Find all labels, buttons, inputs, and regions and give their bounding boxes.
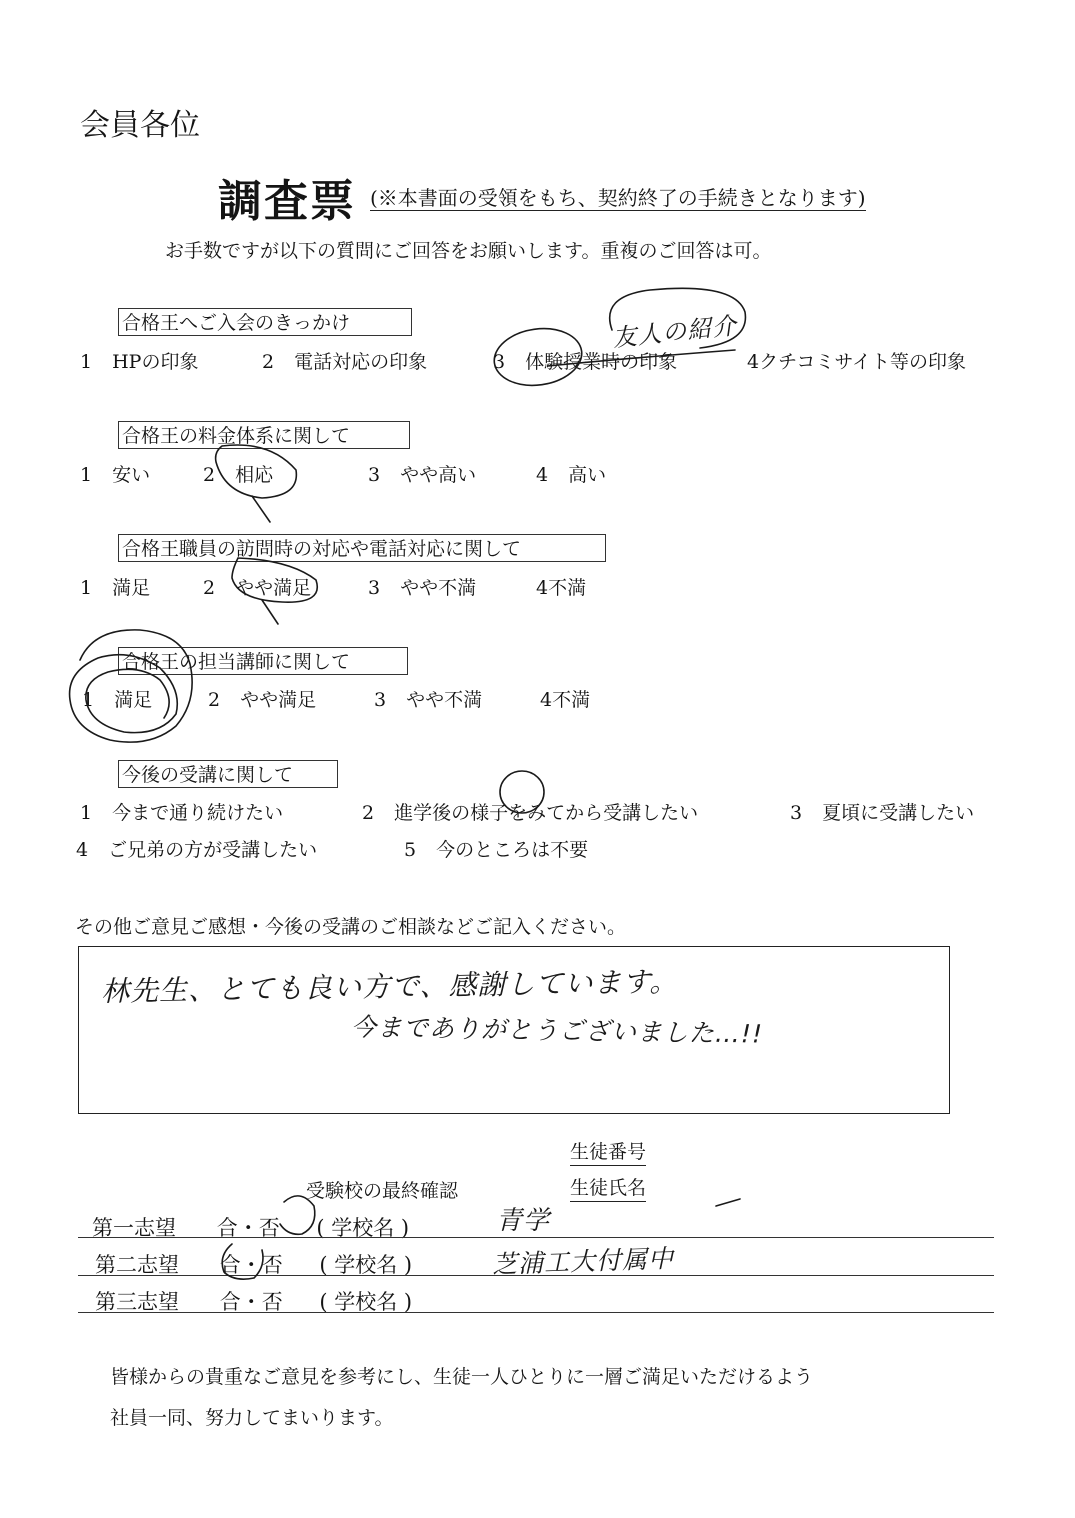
q4-option-2[interactable]: 2 やや満足 bbox=[208, 689, 317, 711]
q1-option-1[interactable]: 1 HPの印象 bbox=[80, 351, 199, 373]
intro-text: お手数ですが以下の質問にご回答をお願いします。重複のご回答は可。 bbox=[165, 240, 772, 262]
exam-row-3-fail[interactable]: 否 bbox=[261, 1290, 283, 1314]
q5-option-3[interactable]: 3 夏頃に受講したい bbox=[790, 802, 975, 824]
q2-option-2[interactable]: 2 相応 bbox=[203, 464, 274, 486]
q4-scribble-mark bbox=[70, 630, 193, 742]
q4-option-1[interactable]: 1 満足 bbox=[82, 689, 153, 711]
q5-option-4[interactable]: 4 ご兄弟の方が受講したい bbox=[76, 839, 318, 861]
q3-option-4[interactable]: 4不満 bbox=[536, 577, 587, 599]
q3-option-2[interactable]: 2 やや満足 bbox=[203, 577, 312, 599]
question-3-label: 合格王職員の訪問時の対応や電話対応に関して bbox=[118, 534, 606, 562]
q5-option-5[interactable]: 5 今のところは不要 bbox=[404, 839, 589, 861]
student-name-label: 生徒氏名 bbox=[570, 1175, 646, 1202]
exam-row-2-fail[interactable]: 否 bbox=[261, 1253, 283, 1277]
q1-handwritten-note: 友人の紹介 bbox=[611, 311, 739, 353]
exam-row-1-pass[interactable]: 合 bbox=[216, 1216, 238, 1240]
exam-row-3-sep: ・ bbox=[240, 1290, 262, 1314]
exam-row-2-pass[interactable]: 合 bbox=[219, 1253, 241, 1277]
q2-option-3[interactable]: 3 やや高い bbox=[368, 464, 477, 486]
q4-option-3[interactable]: 3 やや不満 bbox=[374, 689, 483, 711]
q2-option-4[interactable]: 4 高い bbox=[536, 464, 607, 486]
exam-row-1-school-label: ( 学校名 ) bbox=[316, 1216, 410, 1240]
question-4-label: 合格王の担当講師に関して bbox=[118, 647, 408, 675]
student-number-label: 生徒番号 bbox=[570, 1139, 646, 1166]
q3-option-3[interactable]: 3 やや不満 bbox=[368, 577, 477, 599]
q1-option-2[interactable]: 2 電話対応の印象 bbox=[262, 351, 428, 373]
q1-option-4[interactable]: 4クチコミサイト等の印象 bbox=[747, 351, 967, 373]
exam-row-2-label: 第二志望 bbox=[95, 1253, 179, 1277]
exam-row-1-sep: ・ bbox=[237, 1216, 259, 1240]
exam-row-1-school: 青学 bbox=[496, 1206, 551, 1236]
q1-strike-mark bbox=[548, 350, 735, 366]
exam-heading: 受験校の最終確認 bbox=[306, 1180, 459, 1202]
q5-circle-mark bbox=[500, 771, 544, 813]
exam-row-2-school: 芝浦工大付属中 bbox=[491, 1243, 675, 1280]
q1-note-circle-mark bbox=[610, 288, 746, 348]
closing-line-1: 皆様からの貴重なご意見を参考にし、生徒一人ひとりに一層ご満足いただけるよう bbox=[110, 1366, 814, 1388]
question-5-label: 今後の受講に関して bbox=[118, 760, 338, 788]
question-1-label: 合格王へご入会のきっかけ bbox=[118, 308, 412, 336]
exam-row-3-label: 第三志望 bbox=[95, 1290, 179, 1314]
q5-option-2[interactable]: 2 進学後の様子をみてから受講したい bbox=[362, 802, 699, 824]
q2-circle-mark bbox=[216, 445, 297, 522]
exam-row-2-sep: ・ bbox=[240, 1253, 262, 1277]
q3-circle-mark bbox=[232, 558, 317, 624]
comment-label: その他ご意見ご感想・今後の受講のご相談などご記入ください。 bbox=[75, 916, 627, 938]
exam-row-2-circle-mark bbox=[219, 1244, 263, 1279]
q4-option-4[interactable]: 4不満 bbox=[540, 689, 591, 711]
q3-option-1[interactable]: 1 満足 bbox=[80, 577, 151, 599]
q1-circle-mark bbox=[491, 323, 586, 391]
title-note: (※本書面の受領をもち、契約終了の手続きとなります) bbox=[370, 186, 866, 210]
exam-row-3-pass[interactable]: 合 bbox=[219, 1290, 241, 1314]
q1-option-3[interactable]: 3 体験授業時の印象 bbox=[493, 351, 678, 373]
comment-line-2: 今までありがとうございました…!! bbox=[350, 1012, 764, 1049]
q5-option-1[interactable]: 1 今まで通り続けたい bbox=[80, 802, 284, 824]
exam-row-3-school-label: ( 学校名 ) bbox=[319, 1290, 413, 1314]
stray-mark bbox=[716, 1199, 740, 1206]
comment-line-1: 林先生、とても良い方で、感謝しています。 bbox=[100, 964, 679, 1009]
exam-row-1-label: 第一志望 bbox=[92, 1216, 176, 1240]
q2-option-1[interactable]: 1 安い bbox=[80, 464, 151, 486]
closing-line-2: 社員一同、努力してまいります。 bbox=[110, 1407, 394, 1429]
form-title: 調査票 bbox=[218, 176, 356, 227]
exam-row-1-fail[interactable]: 否 bbox=[258, 1216, 280, 1240]
exam-row-2-school-label: ( 学校名 ) bbox=[319, 1253, 413, 1277]
salutation: 会員各位 bbox=[80, 108, 200, 143]
question-2-label: 合格王の料金体系に関して bbox=[118, 421, 410, 449]
exam-row-1-circle-mark bbox=[280, 1196, 315, 1234]
